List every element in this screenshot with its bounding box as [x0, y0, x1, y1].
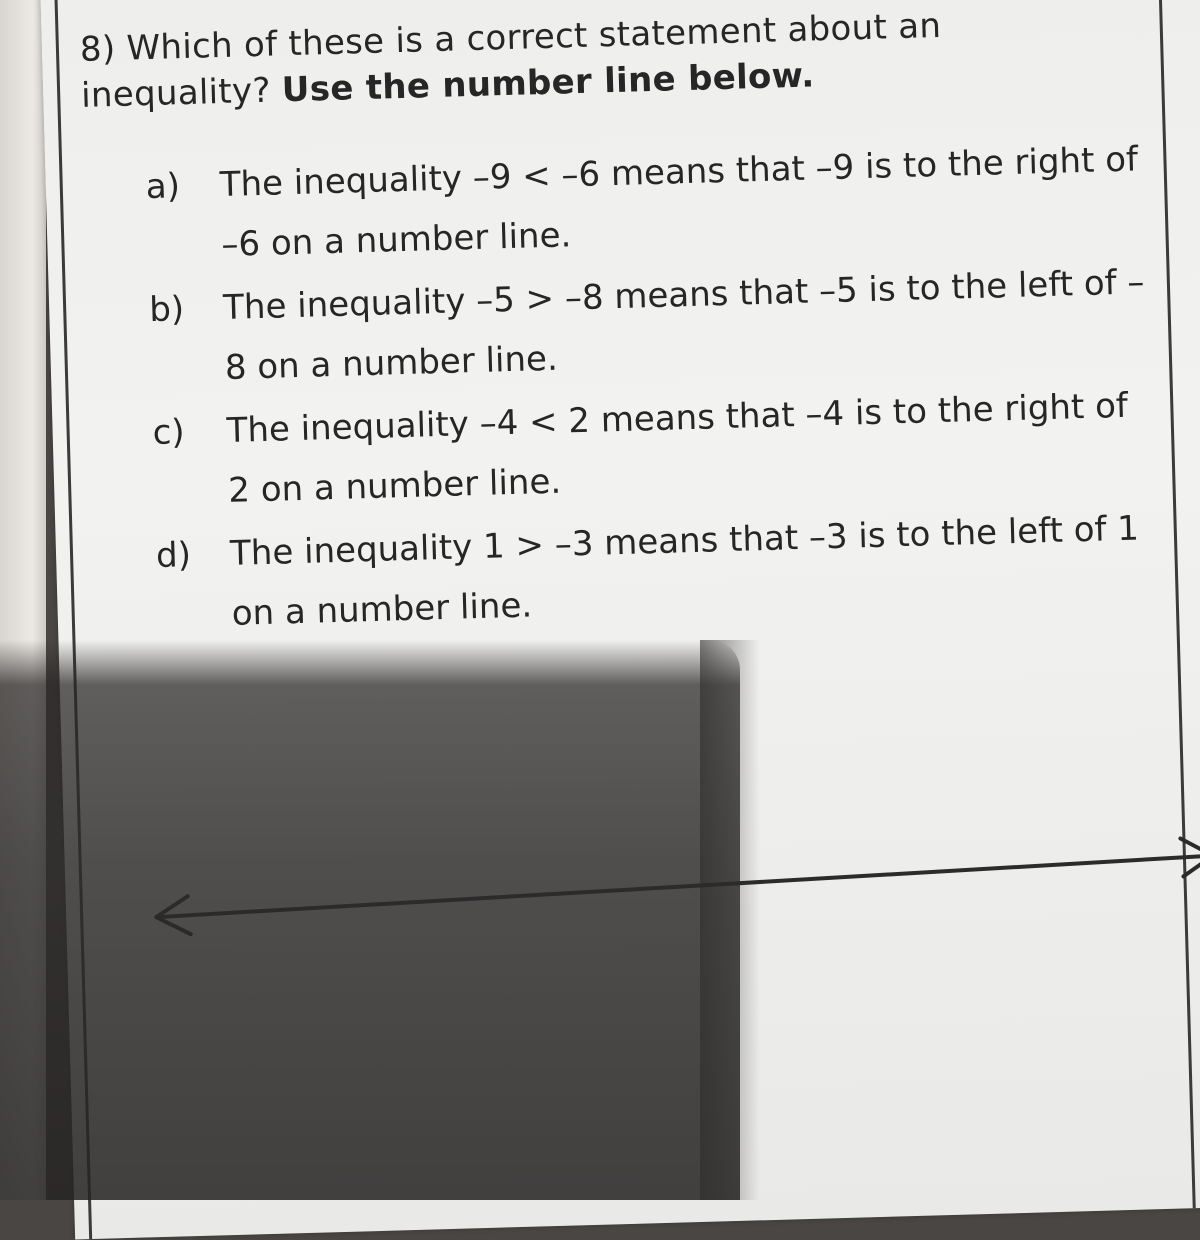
option-letter: d)	[155, 535, 192, 576]
question-prompt: Which of these is a correct statement about an inequality?	[80, 5, 942, 116]
option-letter: c)	[152, 412, 186, 454]
page-border-left	[54, 0, 92, 1239]
page-border-right	[1158, 0, 1196, 1208]
option-text: The inequality –9 < –6 means that –9 is to the right of –6 on a number line.	[219, 139, 1139, 266]
option-a[interactable]	[145, 129, 1148, 277]
question-number: 8)	[79, 28, 117, 70]
number-line-axis	[157, 856, 1200, 917]
option-text: The inequality 1 > –3 means that –3 is to the left of 1 on a number line.	[229, 508, 1140, 634]
left-desk-edge	[0, 0, 46, 1200]
question-text	[79, 0, 1131, 119]
option-letter: a)	[145, 166, 181, 208]
worksheet-page	[40, 0, 1200, 1240]
answer-options	[145, 129, 1158, 649]
option-letter: b)	[148, 289, 185, 331]
option-text: The inequality –5 > –8 means that –5 is to the left of –8 on a number line.	[222, 262, 1145, 388]
option-text: The inequality –4 < 2 means that –4 is to the right of 2 on a number line.	[226, 385, 1129, 511]
option-b[interactable]	[148, 252, 1151, 400]
number-line	[145, 827, 1200, 937]
option-c[interactable]	[152, 375, 1155, 523]
option-d[interactable]	[155, 498, 1158, 646]
question-instruction: Use the number line below.	[281, 55, 815, 111]
